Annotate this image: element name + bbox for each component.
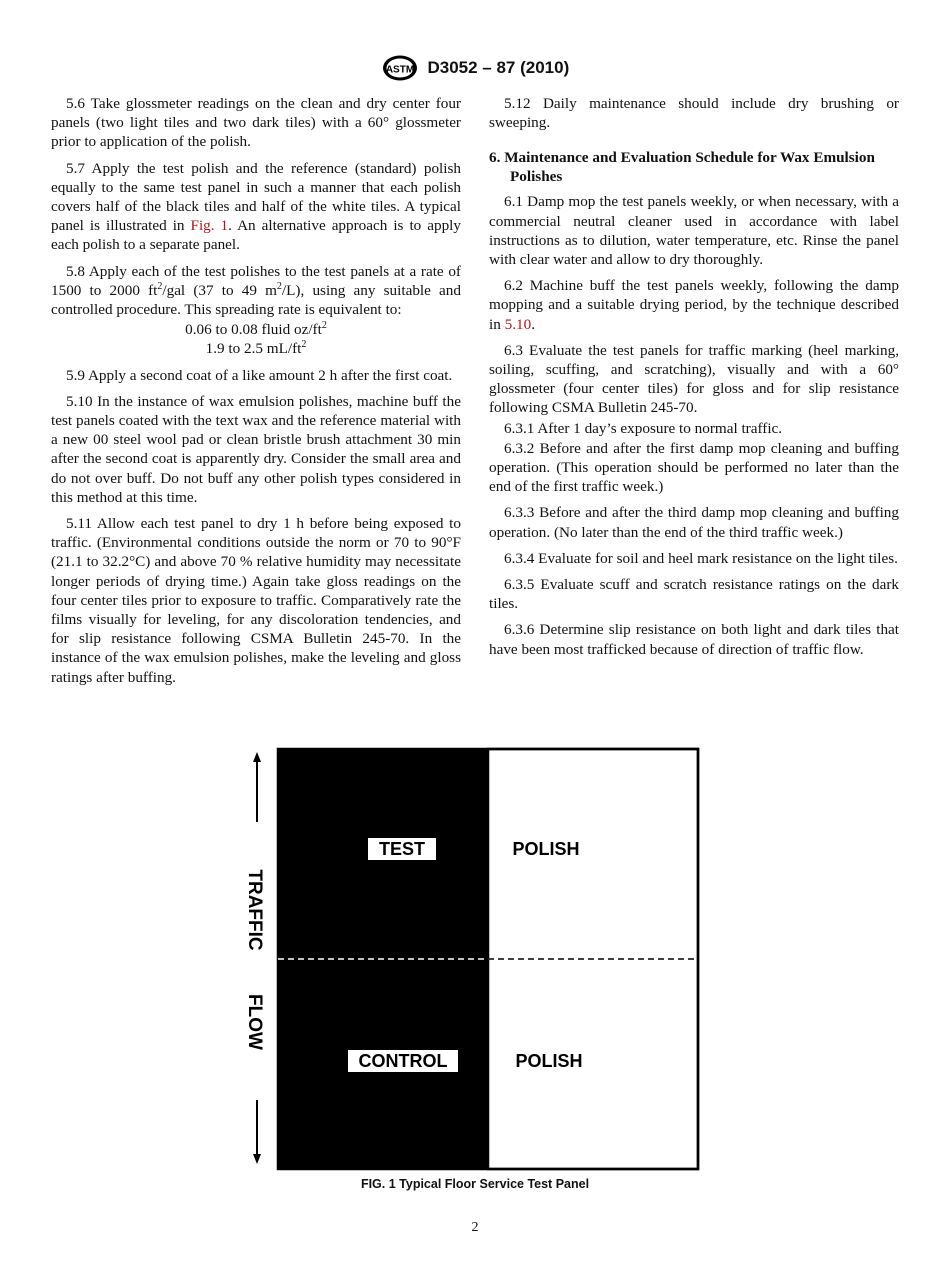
- arrow-down-head-icon: [253, 1154, 261, 1164]
- svg-text:ASTM: ASTM: [385, 64, 414, 76]
- arrow-up-head-icon: [253, 752, 261, 762]
- page-number: 2: [471, 1220, 479, 1235]
- paragraph-6-3: 6.3 Evaluate the test panels for traffic marking (heel marking, soiling, scuffing, and scratching), visually and with a 60° glossmeter (four center tiles) for gloss and for slip resistance following CSMA Bulletin 245-70.: [489, 341, 899, 417]
- figure-caption: FIG. 1 Typical Floor Service Test Panel: [360, 1177, 590, 1191]
- section-5-10-link[interactable]: 5.10: [504, 315, 532, 333]
- paragraph-5-10: 5.10 In the instance of wax emulsion polishes, machine buff the test panels coated with the text wax and the reference material with a new 00 steel wool pad or clean bristle brush attachment 30 min after the second coat is apparently dry. Consider the small area and do not over buff. Do not buff any other polish types considered in this method at this time.: [51, 392, 461, 506]
- label-test: TEST: [378, 839, 426, 859]
- paragraph-6-1: 6.1 Damp mop the test panels weekly, or when necessary, with a commercial neutral cleaner used in accordance with label instructions as to dilution, water temperature, etc. Rinse the panel with clear water and allow to dry thoroughly.: [489, 193, 899, 269]
- paragraph-6-3-1: 6.3.1 After 1 day’s exposure to normal traffic.: [504, 419, 783, 437]
- paragraph-6-3-3: 6.3.3 Before and after the third damp mop cleaning and buffing operation. (No later than the end of the third traffic week.): [489, 504, 899, 541]
- paragraph-5-6: 5.6 Take glossmeter readings on the clean and dry center four panels (two light tiles and two dark tiles) with a 60° glossmeter prior to application of the polish.: [51, 95, 461, 151]
- rate-line-1: 0.06 to 0.08 fluid $oz/ft^2$: [185, 320, 327, 339]
- section-6-heading: 6. Maintenance and Evaluation Schedule for Wax Emulsion Polishes: [489, 149, 875, 186]
- astm-logo-icon: [381, 54, 419, 82]
- rate-line-2: 1.9 to 2.5 $mL/ft^2$: [205, 339, 307, 358]
- paragraph-5-11: 5.11 Allow each test panel to dry 1 h before being exposed to traffic. (Environmental conditions outside the norm or 70 to 90°F (21.1 to 32.2°C) and above 70 % relative humidity may necessitate longer periods of drying time.) Again take gloss readings on the four center tiles prior to exposure to traffic. Comparatively rate the films visually for leveling, for any discoloration tendencies, and for slip resistance following CSMA Bulletin 245-70. In the instance of the wax emulsion polishes, make the leveling and gloss ratings after buffing.: [51, 515, 461, 686]
- fig-1-link[interactable]: Fig. 1: [190, 217, 229, 235]
- paragraph-5-7: 5.7 Apply the test polish and the reference (standard) polish equally to the same test panel in such a manner that each polish covers half of the black tiles and half of the white tiles. A typical panel is illustrated in Fig. 1. An alternative approach is to apply each polish to a separate panel.: [51, 159, 461, 254]
- figure-1-test-panel: [242, 744, 712, 1174]
- label-polish-bottom: POLISH: [515, 1051, 583, 1071]
- label-traffic: TRAFFIC: [244, 869, 265, 951]
- paragraph-6-3-4: 6.3.4 Evaluate for soil and heel mark resistance on the light tiles.: [504, 549, 898, 567]
- paragraph-5-9: 5.9 Apply a second coat of a like amount 2 h after the first coat.: [66, 366, 453, 384]
- left-column: [51, 94, 461, 694]
- paragraph-6-2: 6.2 Machine buff the test panels weekly, following the damp mopping and a suitable drying period, by the technique described in 5.10.: [489, 277, 899, 333]
- paragraph-6-3-6: 6.3.6 Determine slip resistance on both light and dark tiles that have been most trafficked because of direction of traffic flow.: [489, 621, 899, 658]
- label-polish-top: POLISH: [512, 839, 580, 859]
- label-control: CONTROL: [358, 1051, 448, 1071]
- page-header: [0, 54, 950, 82]
- paragraph-5-8: 5.8 Apply each of the test polishes to the test panels at a rate of 1500 to 2000 $ft^2$/gal (37 to 49 $m^2/L$), using any suitable and controlled procedure. This spreading rate is equivalent to:: [51, 262, 461, 319]
- paragraph-5-12: 5.12 Daily maintenance should include dry brushing or sweeping.: [489, 95, 899, 132]
- paragraph-6-3-5: 6.3.5 Evaluate scuff and scratch resistance ratings on the dark tiles.: [489, 576, 899, 613]
- right-column: [489, 94, 899, 666]
- paragraph-6-3-2: 6.3.2 Before and after the first damp mop cleaning and buffing operation. (This operation should be performed no later than the end of the first traffic week.): [489, 439, 899, 496]
- standard-designation: D3052 – 87 (2010): [427, 58, 570, 77]
- label-flow: FLOW: [244, 994, 265, 1050]
